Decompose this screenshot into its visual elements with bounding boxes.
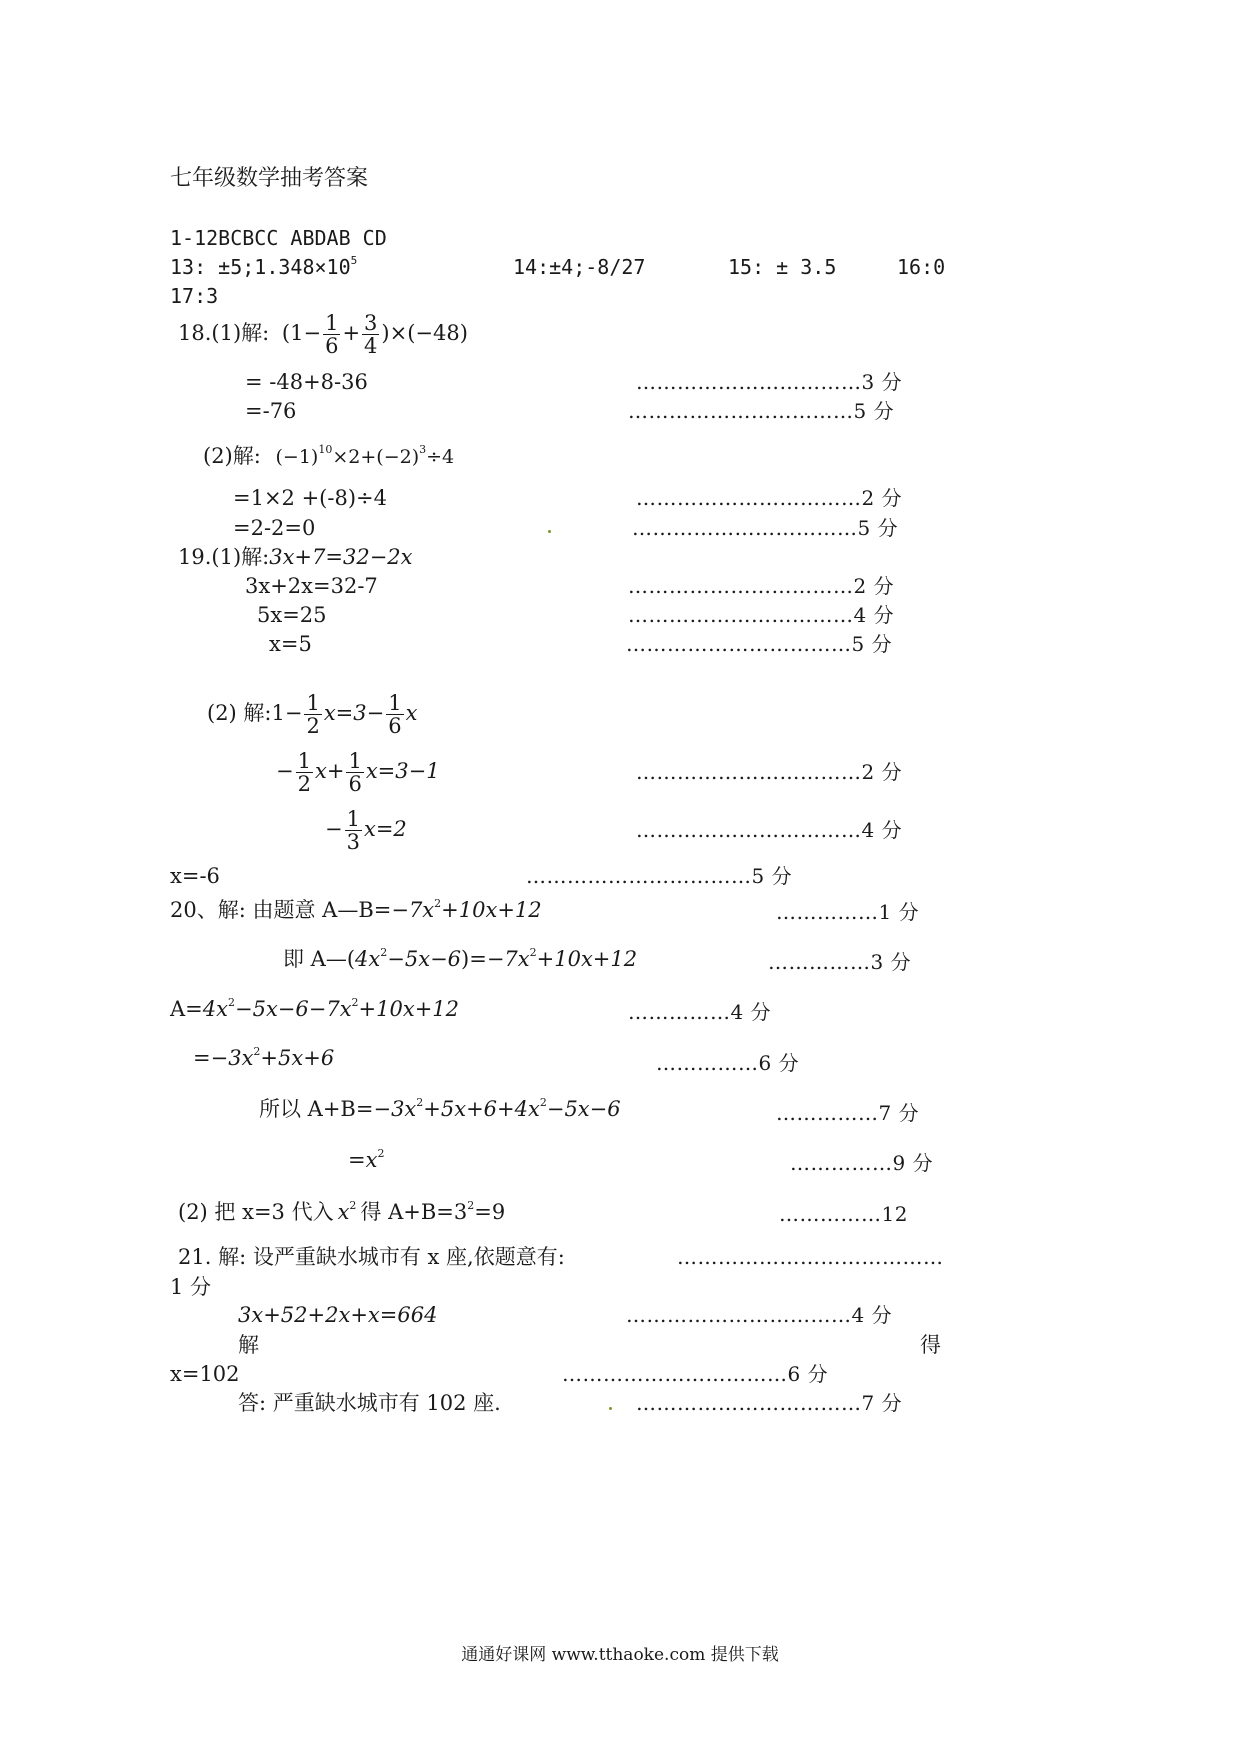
q21-line1-score: 1 分 [170,1275,212,1299]
q18-part1-step2: =-76 [245,399,297,423]
fraction: $\frac{1}{6}$ [325,311,339,359]
q21-solve-label: 解 [238,1333,259,1357]
q20-line3: $A=4x^2-5x-6-7x^2+10x+12$ [170,996,460,1021]
q18-part2-step2-score: ……………………………5 分 [632,516,899,540]
fraction: $\frac{1}{6}$ [348,749,362,797]
q21-answer: 答: 严重缺水城市有 102 座. [238,1391,501,1415]
q20-line1-score: ……………1 分 [776,900,920,924]
q19-part2-step1-score: ……………………………2 分 [636,760,903,784]
q21-equation: 3x+52+2x+x=664 [238,1303,438,1327]
fraction: $\frac{1}{3}$ [346,807,360,855]
q20-line6-score: ……………9 分 [790,1151,934,1175]
q18-part1-step1-score: ……………………………3 分 [636,370,903,394]
fraction: $\frac{3}{4}$ [364,311,378,359]
q18-part1-problem: 18.(1)解: (1− $\frac{1}{6}$ + $\frac{3}{4}$ )×(−48) [178,311,468,359]
footer-source: 通通好课网 www.tthaoke.com 提供下载 [461,1645,779,1665]
fraction: $\frac{1}{2}$ [297,749,311,797]
q19-part2-step2-score: ……………………………4 分 [636,818,903,842]
fraction: $\frac{1}{2}$ [306,691,320,739]
q20-line2: 即 $A—(4x^2-5x-6)=-7x^2+10x+12$ [283,946,638,971]
q20-line6: $=x^2$ [348,1147,385,1172]
scan-speck [548,530,551,533]
q20-line3-score: ……………4 分 [628,1000,772,1024]
q20-line1: 20、解: 由题意 $A—B=-7x^2+10x+12$ [170,897,542,922]
q19-part1-problem: 19.(1)解:3x+7=32−2x [178,545,413,569]
q20-line5: 所以 $A+B=-3x^2+5x+6+4x^2-5x-6$ [259,1096,621,1121]
q21-solve-result-label: 得 [920,1333,941,1357]
q18-part2-step2: =2-2=0 [233,516,316,540]
q19-part1-step2-score: ……………………………4 分 [628,603,895,627]
q21-line1-dots: ………………………………… [677,1245,944,1269]
fraction: $\frac{1}{6}$ [388,691,402,739]
q19-part1-step3: x=5 [269,632,312,656]
q20-part2: (2) 把 x=3 代入 $x^2$ 得 $A+B=3^2=9$ [178,1199,506,1224]
q19-part1-step1-score: ……………………………2 分 [628,574,895,598]
q19-part1-step2: 5x=25 [257,603,327,627]
answer-16: 16:0 [897,255,946,279]
scan-speck [609,1407,612,1410]
q19-part1-step3-score: ……………………………5 分 [626,632,893,656]
q21-result-score: ……………………………6 分 [562,1362,829,1386]
q19-part1-step1: 3x+2x=32-7 [245,574,378,598]
answer-17: 17:3 [170,284,219,308]
answer-13: 13: $\pm 5;1.348\times 10^5$ [170,254,358,279]
q21-result: x=102 [170,1362,240,1386]
q18-part1-step2-score: ……………………………5 分 [628,399,895,423]
q20-line4: $=-3x^2+5x+6$ [193,1045,335,1070]
q18-part2-problem: (2)解: $(-1)^{10}\times 2+(-2)^3\div 4$ [203,443,455,468]
q18-part2-step1: =1×2 +(-8)÷4 [233,486,387,510]
q20-part2-score: ……………12 [779,1202,908,1226]
q21-equation-score: ……………………………4 分 [626,1303,893,1327]
answer-14: 14:±4;-8/27 [513,255,646,279]
q18-part1-step1: = -48+8-36 [245,370,368,394]
q19-part2-step2: − $\frac{1}{3}$ x=2 [325,807,407,855]
q20-line2-score: ……………3 分 [768,950,912,974]
choice-answers: 1-12BCBCC ABDAB CD [170,226,387,250]
q19-part2-step3: x=-6 [170,864,220,888]
q21-answer-score: ……………………………7 分 [636,1391,903,1415]
q19-part2-problem: (2) 解:1− $\frac{1}{2}$ x=3− $\frac{1}{6}$ x [207,691,418,739]
q18-part2-step1-score: ……………………………2 分 [636,486,903,510]
answer-15: 15: ± 3.5 [728,255,837,279]
page-title: 七年级数学抽考答案 [170,166,369,191]
q21-line1: 21. 解: 设严重缺水城市有 x 座,依题意有: [178,1245,565,1269]
q19-part2-step1: − $\frac{1}{2}$ x+ $\frac{1}{6}$ x=3−1 [276,749,440,797]
q20-line5-score: ……………7 分 [776,1101,920,1125]
q20-line4-score: ……………6 分 [656,1051,800,1075]
q19-part2-step3-score: ……………………………5 分 [526,864,793,888]
